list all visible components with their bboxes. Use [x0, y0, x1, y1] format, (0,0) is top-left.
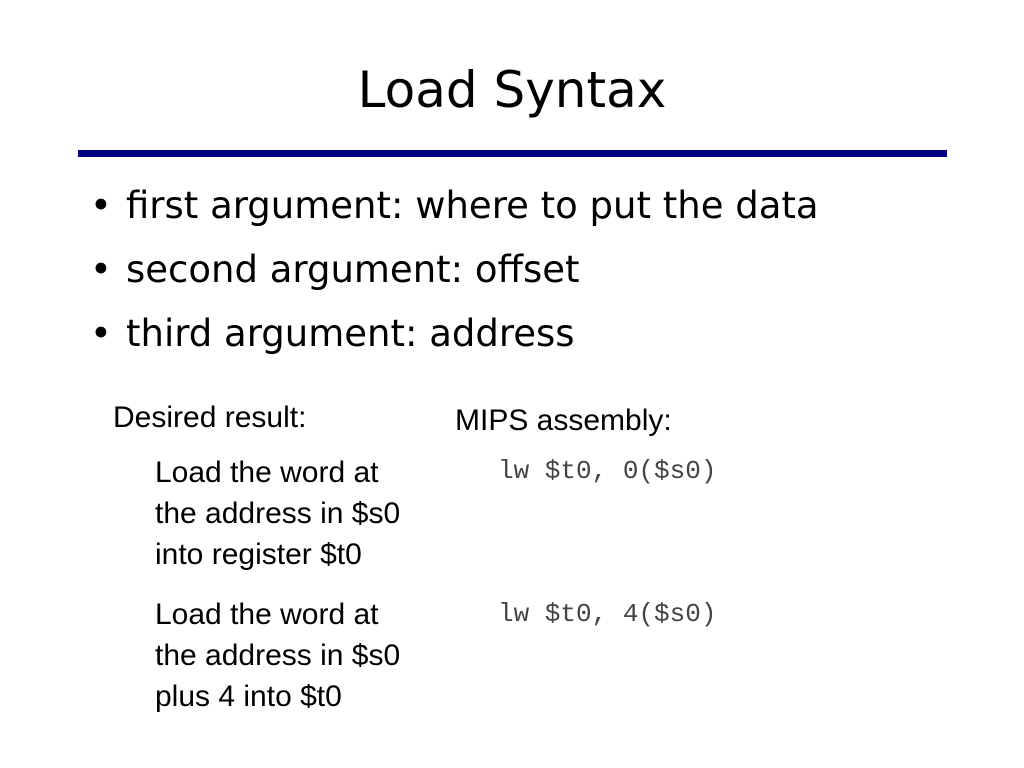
description-line: plus 4 into $t0: [155, 680, 342, 713]
desired-result-heading: Desired result:: [113, 401, 307, 434]
row-2-description: [155, 594, 455, 717]
bullet-dot-icon: •: [90, 248, 112, 291]
row-2-code: lw $t0, 4($s0): [498, 599, 717, 629]
bullet-list: [86, 182, 819, 374]
description-line: Load the word at: [155, 456, 379, 489]
bullet-text: first argument: where to put the data: [126, 184, 819, 227]
row-1-code: lw $t0, 0($s0): [498, 456, 717, 486]
bullet-item: [86, 182, 819, 246]
bullet-dot-icon: •: [90, 312, 112, 355]
title-divider: [78, 150, 947, 157]
slide-title: Load Syntax: [357, 61, 667, 119]
description-line: Load the word at: [155, 598, 379, 631]
bullet-item: [86, 310, 819, 374]
bullet-dot-icon: •: [90, 184, 112, 227]
mips-assembly-heading: MIPS assembly:: [455, 404, 672, 437]
bullet-item: [86, 246, 819, 310]
row-1-description: [155, 452, 455, 575]
description-line: the address in $s0: [155, 639, 401, 672]
bullet-text: second argument: offset: [126, 248, 580, 291]
description-line: the address in $s0: [155, 497, 401, 530]
description-line: into register $t0: [155, 538, 362, 571]
bullet-text: third argument: address: [126, 312, 575, 355]
